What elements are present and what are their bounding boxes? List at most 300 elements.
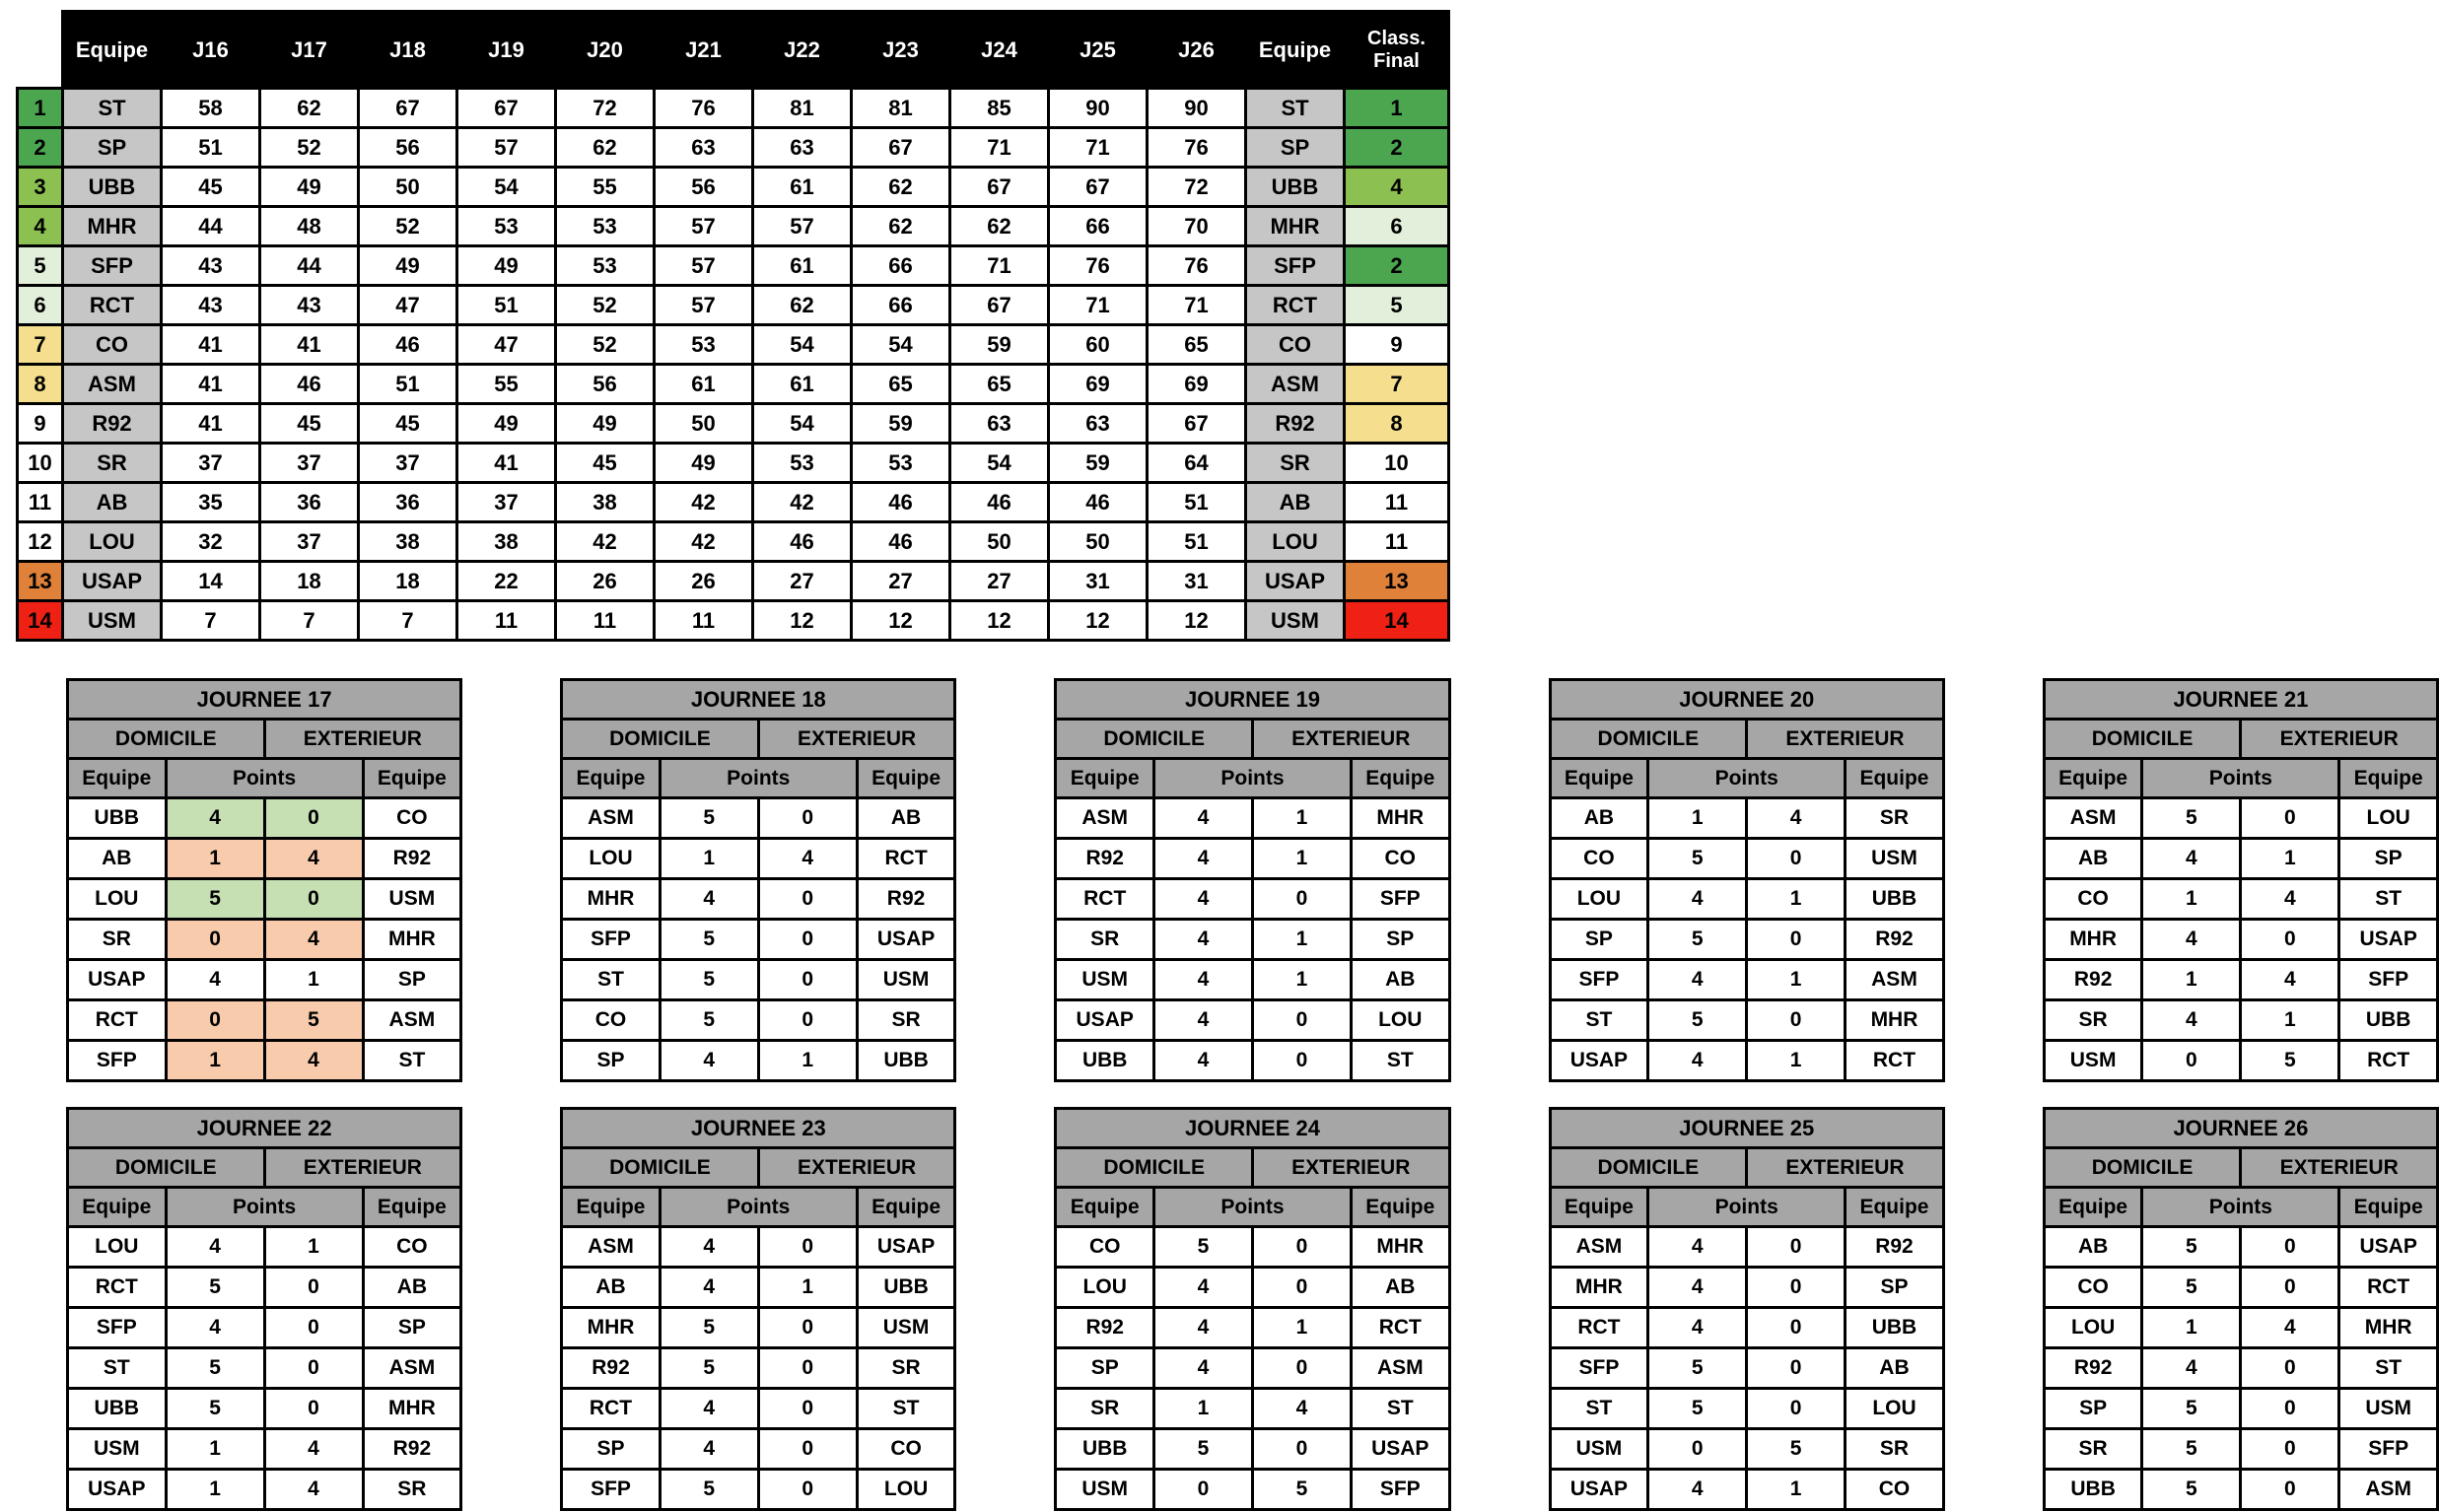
rank-cell: 12	[18, 522, 63, 562]
match-row-usm-vs-rct	[2044, 1041, 2437, 1081]
points-cell: 59	[1049, 444, 1148, 483]
match-row-ubb-vs-co	[68, 798, 461, 839]
match-row-rct-vs-ab	[68, 1268, 461, 1308]
points-header: Points	[2142, 1188, 2339, 1227]
match-row-lou-vs-rct	[562, 839, 955, 879]
points-cell: 12	[753, 601, 852, 641]
away-points-cell: 0	[2241, 1268, 2339, 1308]
points-cell: 67	[1049, 168, 1148, 207]
away-team-cell: SR	[1846, 798, 1944, 839]
team-cell: USM	[63, 601, 162, 641]
column-header-row	[2044, 759, 2437, 798]
points-cell: 51	[359, 365, 457, 404]
classification-row-ab	[18, 483, 1449, 522]
home-points-cell: 5	[1648, 1000, 1747, 1041]
home-points-cell: 1	[166, 1041, 264, 1081]
points-cell: 57	[655, 207, 753, 246]
points-cell: 27	[753, 562, 852, 601]
journee-title: JOURNEE 19	[1056, 680, 1449, 720]
home-away-header-row	[562, 1148, 955, 1188]
home-points-cell: 4	[1154, 879, 1253, 920]
team-cell: SR	[63, 444, 162, 483]
points-cell: 62	[852, 168, 950, 207]
journee-table-journee-21	[2043, 678, 2439, 1082]
classification-row-usap	[18, 562, 1449, 601]
match-row-mhr-vs-usm	[562, 1308, 955, 1348]
points-cell: 57	[655, 246, 753, 286]
match-row-sr-vs-ubb	[2044, 1000, 2437, 1041]
points-cell: 49	[457, 246, 556, 286]
home-points-cell: 4	[1648, 1041, 1747, 1081]
match-row-r92-vs-sfp	[2044, 960, 2437, 1000]
away-points-cell: 0	[1252, 1268, 1351, 1308]
match-row-sr-vs-mhr	[68, 920, 461, 960]
points-cell: 56	[359, 128, 457, 168]
domicile-header: DOMICILE	[2044, 1148, 2241, 1188]
home-points-cell: 0	[2142, 1041, 2241, 1081]
journee-title: JOURNEE 23	[562, 1109, 955, 1148]
home-points-cell: 5	[660, 920, 758, 960]
points-cell: 26	[556, 562, 655, 601]
match-row-sp-vs-r92	[1550, 920, 1943, 960]
team-cell: CO	[63, 325, 162, 365]
away-team-cell: SP	[363, 1308, 461, 1348]
away-team-cell: CO	[363, 1227, 461, 1268]
points-cell: 53	[852, 444, 950, 483]
home-team-cell: USAP	[68, 960, 167, 1000]
match-row-st-vs-lou	[1550, 1389, 1943, 1429]
points-cell: 71	[1049, 286, 1148, 325]
match-row-sp-vs-co	[562, 1429, 955, 1470]
away-team-cell: ASM	[1846, 960, 1944, 1000]
away-points-cell: 5	[264, 1000, 363, 1041]
home-points-cell: 5	[2142, 1470, 2241, 1510]
away-points-cell: 5	[2241, 1041, 2339, 1081]
journee-table-journee-19	[1054, 678, 1450, 1082]
away-team-cell: AB	[1351, 960, 1449, 1000]
points-cell: 76	[1049, 246, 1148, 286]
away-points-cell: 1	[1747, 879, 1846, 920]
home-team-cell: CO	[2044, 879, 2142, 920]
away-team-cell: USAP	[857, 920, 955, 960]
away-points-cell: 4	[2241, 1308, 2339, 1348]
home-team-cell: SP	[1056, 1348, 1154, 1389]
team-cell-right: ST	[1246, 89, 1345, 128]
away-points-cell: 0	[2241, 1470, 2339, 1510]
journee-title: JOURNEE 20	[1550, 680, 1943, 720]
team-cell: MHR	[63, 207, 162, 246]
home-points-cell: 4	[166, 1308, 264, 1348]
away-points-cell: 0	[758, 1470, 857, 1510]
match-row-asm-vs-ab	[562, 798, 955, 839]
home-away-header-row	[562, 720, 955, 759]
equipe-header-home: Equipe	[2044, 759, 2142, 798]
classification-row-ubb	[18, 168, 1449, 207]
column-header-j20: J20	[556, 12, 655, 89]
journee-title-row	[562, 680, 955, 720]
points-cell: 18	[359, 562, 457, 601]
away-team-cell: CO	[857, 1429, 955, 1470]
rank-cell: 7	[18, 325, 63, 365]
home-team-cell: R92	[1056, 839, 1154, 879]
points-cell: 46	[753, 522, 852, 562]
column-header-row	[1056, 1188, 1449, 1227]
equipe-header-away: Equipe	[363, 1188, 461, 1227]
journee-table-journee-23	[560, 1107, 956, 1511]
column-header-row	[1550, 1188, 1943, 1227]
team-cell-right: RCT	[1246, 286, 1345, 325]
journee-title-row	[2044, 1109, 2437, 1148]
classification-header-row	[18, 12, 1449, 89]
points-cell: 64	[1148, 444, 1246, 483]
points-cell: 31	[1049, 562, 1148, 601]
home-team-cell: LOU	[2044, 1308, 2142, 1348]
equipe-header-home: Equipe	[68, 759, 167, 798]
away-points-cell: 0	[1747, 1389, 1846, 1429]
away-points-cell: 1	[1747, 1470, 1846, 1510]
away-points-cell: 0	[1747, 1227, 1846, 1268]
home-team-cell: RCT	[1550, 1308, 1648, 1348]
away-team-cell: ASM	[363, 1348, 461, 1389]
away-points-cell: 4	[2241, 879, 2339, 920]
team-cell: RCT	[63, 286, 162, 325]
home-away-header-row	[1550, 1148, 1943, 1188]
home-away-header-row	[68, 1148, 461, 1188]
points-cell: 81	[852, 89, 950, 128]
equipe-header-home: Equipe	[68, 1188, 167, 1227]
away-points-cell: 0	[758, 1000, 857, 1041]
home-points-cell: 5	[166, 1389, 264, 1429]
away-points-cell: 0	[264, 1308, 363, 1348]
column-header-j26: J26	[1148, 12, 1246, 89]
rank-cell: 10	[18, 444, 63, 483]
away-points-cell: 4	[2241, 960, 2339, 1000]
team-cell: AB	[63, 483, 162, 522]
home-team-cell: LOU	[68, 879, 167, 920]
home-points-cell: 5	[166, 1348, 264, 1389]
home-team-cell: SFP	[562, 1470, 661, 1510]
points-cell: 38	[556, 483, 655, 522]
home-team-cell: R92	[2044, 1348, 2142, 1389]
final-rank-cell: 11	[1345, 483, 1449, 522]
home-points-cell: 5	[660, 1308, 758, 1348]
points-cell: 57	[753, 207, 852, 246]
points-cell: 7	[260, 601, 359, 641]
match-row-usap-vs-rct	[1550, 1041, 1943, 1081]
points-header: Points	[660, 759, 857, 798]
domicile-header: DOMICILE	[562, 1148, 759, 1188]
away-points-cell: 5	[1252, 1470, 1351, 1510]
home-points-cell: 4	[166, 798, 264, 839]
home-points-cell: 5	[1154, 1429, 1253, 1470]
points-cell: 27	[950, 562, 1049, 601]
away-points-cell: 0	[264, 1268, 363, 1308]
match-row-sfp-vs-lou	[562, 1470, 955, 1510]
points-cell: 12	[1049, 601, 1148, 641]
away-team-cell: RCT	[857, 839, 955, 879]
home-team-cell: SP	[562, 1041, 661, 1081]
home-points-cell: 0	[166, 1000, 264, 1041]
away-team-cell: RCT	[2339, 1041, 2438, 1081]
exterieur-header: EXTERIEUR	[264, 720, 461, 759]
home-points-cell: 4	[166, 1227, 264, 1268]
match-row-ab-vs-sp	[2044, 839, 2437, 879]
home-points-cell: 1	[166, 1429, 264, 1470]
points-cell: 53	[457, 207, 556, 246]
away-team-cell: SFP	[2339, 960, 2438, 1000]
exterieur-header: EXTERIEUR	[2241, 1148, 2438, 1188]
points-cell: 72	[556, 89, 655, 128]
classification-row-usm	[18, 601, 1449, 641]
points-cell: 90	[1148, 89, 1246, 128]
points-cell: 62	[260, 89, 359, 128]
team-cell-right: SP	[1246, 128, 1345, 168]
home-team-cell: SFP	[68, 1308, 167, 1348]
points-cell: 65	[852, 365, 950, 404]
points-cell: 51	[457, 286, 556, 325]
journee-table-journee-25	[1549, 1107, 1945, 1511]
classification-table	[16, 10, 1450, 642]
away-team-cell: USAP	[857, 1227, 955, 1268]
points-cell: 52	[359, 207, 457, 246]
away-points-cell: 0	[758, 920, 857, 960]
home-team-cell: CO	[1550, 839, 1648, 879]
journee-title-row	[1550, 680, 1943, 720]
home-points-cell: 0	[1154, 1470, 1253, 1510]
home-points-cell: 1	[166, 839, 264, 879]
away-team-cell: SFP	[1351, 1470, 1449, 1510]
points-cell: 55	[457, 365, 556, 404]
away-team-cell: SP	[363, 960, 461, 1000]
home-away-header-row	[2044, 720, 2437, 759]
away-team-cell: AB	[857, 798, 955, 839]
points-cell: 45	[359, 404, 457, 444]
equipe-header-home: Equipe	[1550, 1188, 1648, 1227]
match-row-lou-vs-ab	[1056, 1268, 1449, 1308]
points-cell: 41	[162, 404, 260, 444]
corner-spacer	[18, 12, 63, 89]
home-points-cell: 4	[1154, 839, 1253, 879]
column-header-row	[562, 1188, 955, 1227]
points-cell: 72	[1148, 168, 1246, 207]
home-away-header-row	[1056, 1148, 1449, 1188]
away-team-cell: R92	[857, 879, 955, 920]
match-row-sp-vs-ubb	[562, 1041, 955, 1081]
away-team-cell: MHR	[1846, 1000, 1944, 1041]
match-row-sp-vs-usm	[2044, 1389, 2437, 1429]
team-cell-right: SR	[1246, 444, 1345, 483]
points-cell: 49	[457, 404, 556, 444]
rank-cell: 4	[18, 207, 63, 246]
home-team-cell: ST	[1550, 1000, 1648, 1041]
points-cell: 65	[950, 365, 1049, 404]
column-header-j17: J17	[260, 12, 359, 89]
points-cell: 36	[260, 483, 359, 522]
final-rank-cell: 11	[1345, 522, 1449, 562]
home-team-cell: ST	[562, 960, 661, 1000]
home-points-cell: 5	[166, 879, 264, 920]
match-row-asm-vs-mhr	[1056, 798, 1449, 839]
home-team-cell: SP	[562, 1429, 661, 1470]
classification-row-mhr	[18, 207, 1449, 246]
points-cell: 45	[556, 444, 655, 483]
equipe-header-away: Equipe	[1846, 759, 1944, 798]
home-team-cell: SP	[1550, 920, 1648, 960]
home-team-cell: ASM	[1056, 798, 1154, 839]
points-cell: 49	[556, 404, 655, 444]
points-cell: 42	[556, 522, 655, 562]
home-team-cell: UBB	[68, 1389, 167, 1429]
final-rank-cell: 14	[1345, 601, 1449, 641]
match-row-co-vs-mhr	[1056, 1227, 1449, 1268]
domicile-header: DOMICILE	[2044, 720, 2241, 759]
points-header: Points	[660, 1188, 857, 1227]
home-points-cell: 4	[1154, 1308, 1253, 1348]
points-cell: 49	[655, 444, 753, 483]
points-cell: 12	[852, 601, 950, 641]
home-points-cell: 4	[2142, 1000, 2241, 1041]
away-team-cell: MHR	[1351, 798, 1449, 839]
away-team-cell: CO	[1846, 1470, 1944, 1510]
equipe-header-away: Equipe	[363, 759, 461, 798]
home-points-cell: 4	[166, 960, 264, 1000]
away-points-cell: 0	[758, 798, 857, 839]
away-points-cell: 1	[758, 1268, 857, 1308]
away-points-cell: 0	[758, 960, 857, 1000]
points-cell: 62	[950, 207, 1049, 246]
home-team-cell: AB	[1550, 798, 1648, 839]
points-cell: 46	[852, 483, 950, 522]
away-team-cell: R92	[363, 839, 461, 879]
journee-title-row	[562, 1109, 955, 1148]
points-cell: 22	[457, 562, 556, 601]
match-row-ubb-vs-st	[1056, 1041, 1449, 1081]
away-team-cell: SR	[1846, 1429, 1944, 1470]
away-points-cell: 1	[1747, 1041, 1846, 1081]
away-points-cell: 0	[264, 798, 363, 839]
match-row-sr-vs-st	[1056, 1389, 1449, 1429]
away-team-cell: RCT	[1351, 1308, 1449, 1348]
away-points-cell: 4	[264, 1041, 363, 1081]
away-team-cell: R92	[363, 1429, 461, 1470]
equipe-header-home: Equipe	[1056, 1188, 1154, 1227]
home-points-cell: 0	[1648, 1429, 1747, 1470]
home-team-cell: AB	[2044, 1227, 2142, 1268]
away-team-cell: USM	[363, 879, 461, 920]
points-cell: 61	[655, 365, 753, 404]
points-cell: 61	[753, 246, 852, 286]
away-points-cell: 1	[1747, 960, 1846, 1000]
equipe-header-away: Equipe	[1351, 1188, 1449, 1227]
points-cell: 37	[457, 483, 556, 522]
classification-row-rct	[18, 286, 1449, 325]
away-team-cell: CO	[1351, 839, 1449, 879]
home-team-cell: SFP	[1550, 1348, 1648, 1389]
final-rank-cell: 8	[1345, 404, 1449, 444]
points-cell: 12	[1148, 601, 1246, 641]
home-points-cell: 4	[660, 1268, 758, 1308]
journee-table-journee-22	[66, 1107, 462, 1511]
home-points-cell: 4	[1154, 1348, 1253, 1389]
points-cell: 50	[1049, 522, 1148, 562]
match-row-sr-vs-sfp	[2044, 1429, 2437, 1470]
home-team-cell: SR	[2044, 1429, 2142, 1470]
match-row-mhr-vs-sp	[1550, 1268, 1943, 1308]
away-points-cell: 4	[264, 839, 363, 879]
home-points-cell: 4	[1648, 1470, 1747, 1510]
exterieur-header: EXTERIEUR	[1747, 720, 1944, 759]
away-points-cell: 0	[1252, 879, 1351, 920]
equipe-header-away: Equipe	[2339, 1188, 2438, 1227]
home-points-cell: 4	[660, 1389, 758, 1429]
home-team-cell: MHR	[562, 879, 661, 920]
home-team-cell: USAP	[1550, 1041, 1648, 1081]
away-team-cell: LOU	[1351, 1000, 1449, 1041]
points-cell: 54	[753, 404, 852, 444]
classification-row-co	[18, 325, 1449, 365]
final-rank-cell: 2	[1345, 246, 1449, 286]
match-row-r92-vs-sr	[562, 1348, 955, 1389]
points-cell: 50	[950, 522, 1049, 562]
away-team-cell: UBB	[1846, 1308, 1944, 1348]
match-row-ubb-vs-usap	[1056, 1429, 1449, 1470]
points-header: Points	[2142, 759, 2339, 798]
points-cell: 53	[556, 207, 655, 246]
points-cell: 76	[655, 89, 753, 128]
away-team-cell: SR	[363, 1470, 461, 1510]
points-cell: 7	[162, 601, 260, 641]
points-cell: 37	[359, 444, 457, 483]
home-points-cell: 1	[2142, 879, 2241, 920]
points-cell: 42	[753, 483, 852, 522]
home-points-cell: 4	[1154, 798, 1253, 839]
column-header-j24: J24	[950, 12, 1049, 89]
domicile-header: DOMICILE	[1550, 1148, 1747, 1188]
team-cell: USAP	[63, 562, 162, 601]
equipe-header-away: Equipe	[1846, 1188, 1944, 1227]
points-cell: 71	[950, 128, 1049, 168]
match-row-asm-vs-usap	[562, 1227, 955, 1268]
away-team-cell: ST	[2339, 879, 2438, 920]
away-team-cell: LOU	[857, 1470, 955, 1510]
points-cell: 50	[359, 168, 457, 207]
home-points-cell: 5	[660, 1470, 758, 1510]
away-team-cell: ST	[1351, 1041, 1449, 1081]
away-points-cell: 0	[1252, 1041, 1351, 1081]
team-cell-right: AB	[1246, 483, 1345, 522]
home-points-cell: 4	[660, 1041, 758, 1081]
points-cell: 67	[950, 286, 1049, 325]
points-cell: 12	[950, 601, 1049, 641]
match-row-sfp-vs-usap	[562, 920, 955, 960]
points-cell: 69	[1049, 365, 1148, 404]
match-row-co-vs-st	[2044, 879, 2437, 920]
journee-title: JOURNEE 22	[68, 1109, 461, 1148]
match-row-usap-vs-sr	[68, 1470, 461, 1510]
match-row-lou-vs-ubb	[1550, 879, 1943, 920]
home-team-cell: R92	[2044, 960, 2142, 1000]
home-team-cell: LOU	[68, 1227, 167, 1268]
away-points-cell: 4	[1747, 798, 1846, 839]
away-team-cell: USAP	[2339, 1227, 2438, 1268]
classification-row-sfp	[18, 246, 1449, 286]
away-team-cell: AB	[363, 1268, 461, 1308]
journee-title-row	[68, 1109, 461, 1148]
away-team-cell: USM	[857, 1308, 955, 1348]
points-cell: 46	[1049, 483, 1148, 522]
classification-row-asm	[18, 365, 1449, 404]
away-points-cell: 1	[1252, 798, 1351, 839]
